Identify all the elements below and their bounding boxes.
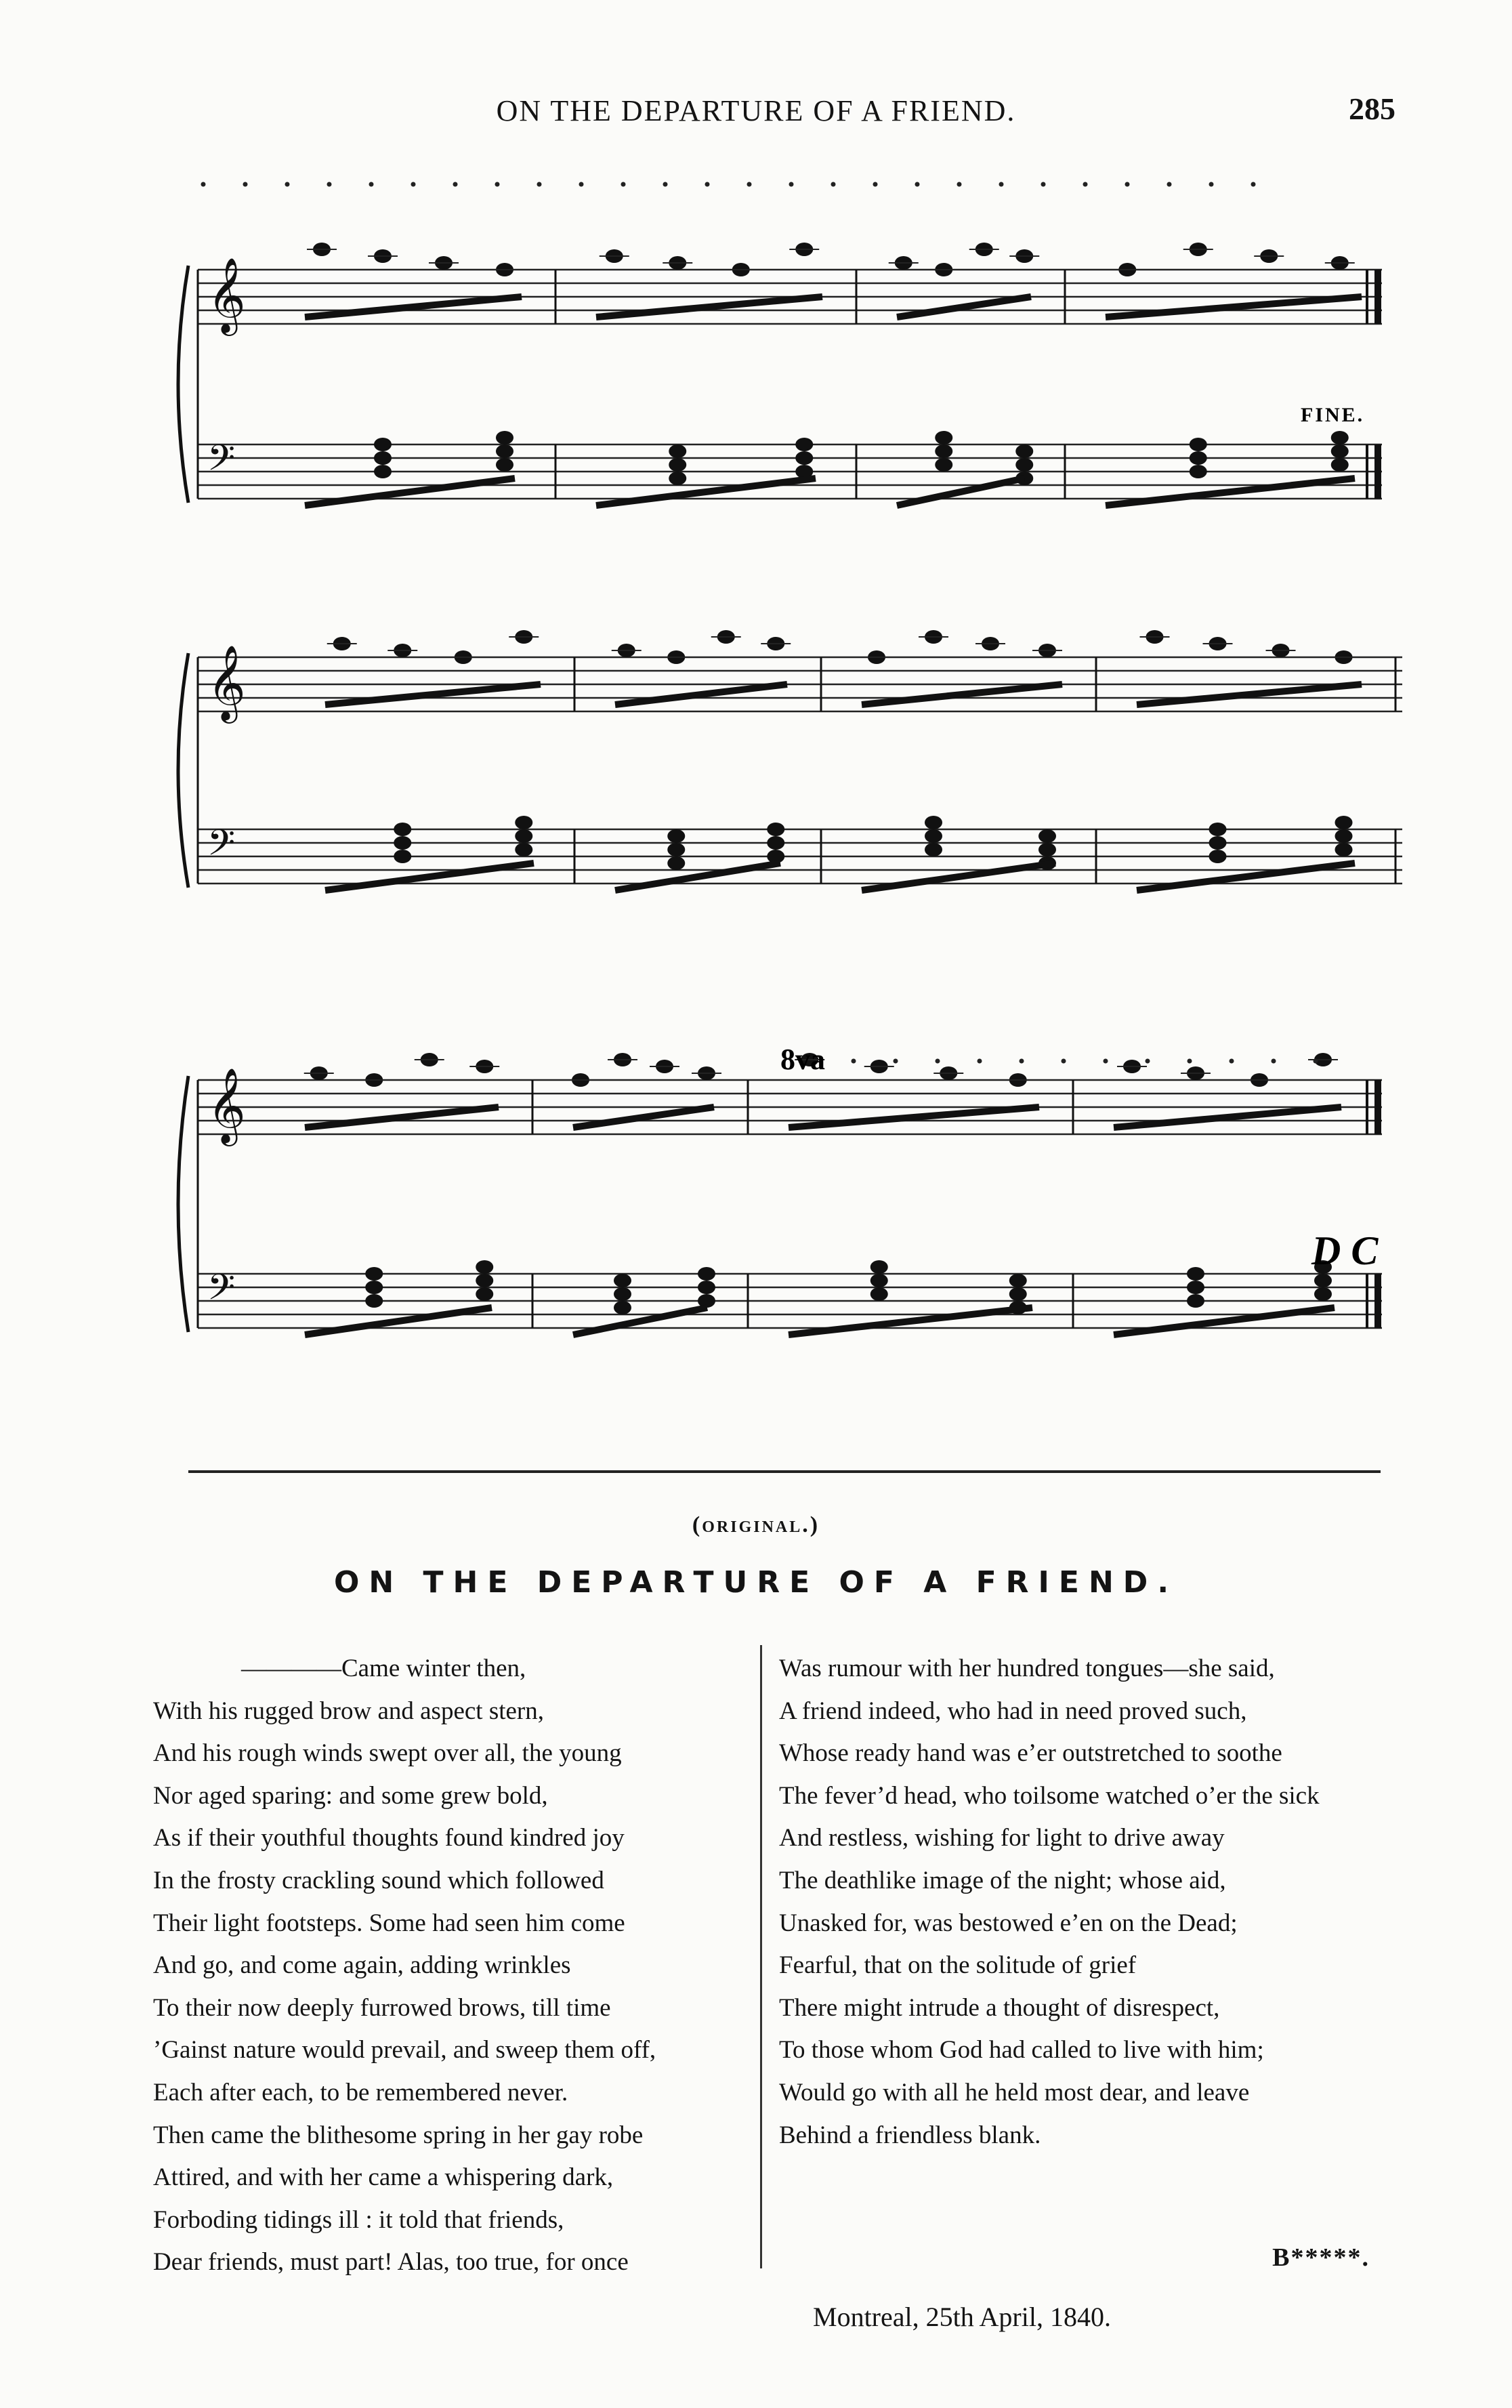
bass-clef-icon: 𝄢 [207, 823, 236, 873]
poem-line: Fearful, that on the solitude of grief [779, 1951, 1137, 1980]
bass-chord-notehead [667, 856, 685, 870]
bass-chord-notehead [1331, 444, 1349, 458]
bass-chord-notehead [476, 1260, 493, 1274]
dc-marking: D C [1311, 1228, 1379, 1273]
ottava-dot [1125, 182, 1130, 187]
bass-beam [305, 478, 515, 505]
bass-chord-notehead [935, 458, 952, 472]
clefs [207, 257, 246, 1317]
bass-chord-notehead [374, 465, 392, 478]
ottava-dot [936, 1059, 940, 1064]
bass-chord-notehead [374, 438, 392, 451]
bass-chord-notehead [1009, 1274, 1027, 1287]
bass-chord-notehead [1335, 816, 1353, 829]
staff-lines [198, 270, 1402, 1328]
poem-line: And his rough winds swept over all, the young [153, 1739, 622, 1768]
poem-line: To their now deeply furrowed brows, till time [153, 1993, 611, 2022]
ottava-dot [915, 182, 920, 187]
bass-chord-notehead [925, 816, 942, 829]
treble-beam [305, 297, 522, 317]
bass-chord-notehead [515, 843, 532, 856]
poem-line: Dear friends, must part! Alas, too true, for once [153, 2248, 629, 2277]
bass-chord-notehead [667, 843, 685, 856]
ottava-dot [1020, 1059, 1024, 1064]
bass-chord-notehead [394, 823, 411, 836]
bass-chord-notehead [365, 1281, 383, 1294]
ottava-dot [1041, 182, 1046, 187]
bass-chord-notehead [1187, 1294, 1204, 1308]
bass-chord-notehead [365, 1267, 383, 1281]
ottava-dot [495, 182, 500, 187]
ottava-dot [621, 182, 626, 187]
ottava-dot [1083, 182, 1088, 187]
poem-right-column [779, 1648, 1402, 2157]
poem-line: ’Gainst nature would prevail, and sweep them off, [153, 2036, 656, 2064]
bass-chord-notehead [374, 451, 392, 465]
poem-line: Would go with all he held most dear, and leave [779, 2078, 1250, 2106]
treble-beam [596, 297, 822, 317]
poem-line: In the frosty crackling sound which followed [153, 1866, 604, 1894]
brace-icon [178, 1076, 188, 1332]
ottava-dot [1062, 1059, 1066, 1064]
bass-chord-notehead [1015, 444, 1033, 458]
running-title: ON THE DEPARTURE OF A FRIEND. [496, 94, 1016, 127]
bass-chord-notehead [669, 472, 686, 485]
bass-chord-notehead [476, 1287, 493, 1301]
author-signature: B*****. [1272, 2243, 1370, 2272]
bass-chord-notehead [925, 829, 942, 843]
bass-chord-notehead [1335, 843, 1353, 856]
bass-chord-notehead [1209, 836, 1227, 850]
bass-beam [1106, 478, 1355, 505]
bass-chord-notehead [1009, 1287, 1027, 1301]
treble-clef-icon: 𝄞 [207, 1067, 246, 1143]
source-label: (original.) [692, 1512, 820, 1537]
ottava-dot [285, 182, 290, 187]
treble-beam [305, 1107, 499, 1127]
bass-chord-notehead [925, 843, 942, 856]
ottava-dot [747, 182, 752, 187]
treble-clef-icon: 𝄞 [207, 257, 246, 333]
ottava-dot [243, 182, 248, 187]
bass-chord-notehead [496, 444, 513, 458]
poem-line: And go, and come again, adding wrinkles [153, 1951, 571, 1980]
bass-beam [596, 478, 816, 505]
ottava-dot [453, 182, 458, 187]
ottava-dot [894, 1059, 898, 1064]
ottava-dot [978, 1059, 982, 1064]
bass-chord-notehead [1209, 823, 1227, 836]
bass-clef-icon: 𝄢 [207, 1267, 236, 1317]
bass-chord-notehead [496, 458, 513, 472]
bass-chord-notehead [669, 444, 686, 458]
bass-beam [1137, 863, 1355, 890]
ottava-dot [201, 182, 206, 187]
poem-line: With his rugged brow and aspect stern, [153, 1697, 545, 1725]
ottava-dot [789, 182, 794, 187]
poem-line: The deathlike image of the night; whose aid, [779, 1866, 1226, 1894]
bass-chord-notehead [1187, 1267, 1204, 1281]
noteheads [201, 182, 1359, 1315]
bass-chord-notehead [1335, 829, 1353, 843]
poem-line: The fever’d head, who toilsome watched o’er the sick [779, 1781, 1320, 1810]
poem-line: Nor aged sparing: and some grew bold, [153, 1781, 548, 1810]
poem-line: Each after each, to be remembered never. [153, 2078, 568, 2106]
bass-chord-notehead [667, 829, 685, 843]
poem-line: Behind a friendless blank. [779, 2121, 1041, 2149]
bass-chord-notehead [1314, 1287, 1332, 1301]
bass-chord-notehead [698, 1281, 715, 1294]
bass-chord-notehead [614, 1274, 631, 1287]
bass-chord-notehead [1038, 829, 1056, 843]
ottava-dot [369, 182, 374, 187]
poem-line: Unasked for, was bestowed e’en on the Dead; [779, 1909, 1238, 1937]
poem-line: To those whom God had called to live with him; [779, 2036, 1264, 2064]
brace-icon [178, 266, 188, 503]
bass-chord-notehead [935, 431, 952, 444]
ottava-dot [957, 182, 962, 187]
bass-chord-notehead [496, 431, 513, 444]
treble-beam [862, 684, 1062, 705]
poem-line: Attired, and with her came a whispering dark, [153, 2163, 614, 2192]
bass-chord-notehead [394, 850, 411, 863]
page-number: 285 [1349, 91, 1395, 126]
ottava-dot [873, 182, 878, 187]
bass-chord-notehead [614, 1287, 631, 1301]
treble-beam [789, 1107, 1039, 1127]
bass-chord-notehead [1190, 465, 1207, 478]
ottava-marking: 8va [780, 1043, 825, 1076]
bass-chord-notehead [870, 1287, 888, 1301]
barlines [178, 266, 1395, 1332]
bass-chord-notehead [870, 1260, 888, 1274]
bass-chord-notehead [870, 1274, 888, 1287]
ottava-dot [411, 182, 416, 187]
treble-beam [1106, 297, 1362, 317]
ottava-dot [1209, 182, 1214, 187]
treble-beam [1114, 1107, 1341, 1127]
ottava-dot [1272, 1059, 1276, 1064]
poem-line: Was rumour with her hundred tongues—she said, [779, 1655, 1275, 1682]
bass-beam [615, 863, 780, 890]
ottava-dot [1251, 182, 1256, 187]
section-divider [188, 1470, 1381, 1473]
bass-chord-notehead [767, 836, 784, 850]
bass-chord-notehead [1331, 458, 1349, 472]
bass-chord-notehead [365, 1294, 383, 1308]
treble-beam [615, 684, 787, 705]
ottava-dot [852, 1059, 856, 1064]
bass-chord-notehead [767, 823, 784, 836]
treble-beam [1137, 684, 1362, 705]
bass-chord-notehead [795, 438, 813, 451]
ottava-dot [537, 182, 542, 187]
poem-line: There might intrude a thought of disrespect, [779, 1993, 1220, 2022]
ottava-dot [327, 182, 332, 187]
fine-marking: FINE. [1301, 404, 1365, 426]
treble-beam [325, 684, 541, 705]
bass-chord-notehead [394, 836, 411, 850]
ottava-dot [1146, 1059, 1150, 1064]
column-divider [760, 1645, 762, 2268]
poem-line: Forboding tidings ill : it told that friends, [153, 2205, 564, 2234]
ottava-dot [705, 182, 710, 187]
bass-chord-notehead [515, 829, 532, 843]
treble-clef-icon: 𝄞 [207, 644, 246, 720]
bass-chord-notehead [1314, 1274, 1332, 1287]
poem-line: As if their youthful thoughts found kindred joy [153, 1824, 625, 1852]
bass-beam [862, 863, 1055, 890]
ottava-dot [1167, 182, 1172, 187]
treble-beam [897, 297, 1031, 317]
poem-left-column [153, 1648, 749, 2284]
ottava-dot [999, 182, 1004, 187]
bass-chord-notehead [1209, 850, 1227, 863]
ottava-dot [1104, 1059, 1108, 1064]
bass-chord-notehead [1038, 843, 1056, 856]
bass-beam [789, 1308, 1032, 1335]
bass-beam [1114, 1308, 1335, 1335]
poem-line: And restless, wishing for light to drive away [779, 1824, 1225, 1852]
poem-line: A friend indeed, who had in need proved such, [779, 1697, 1247, 1725]
ottava-dot [1230, 1059, 1234, 1064]
ottava-dot [1188, 1059, 1192, 1064]
poem-line: ————Came winter then, [241, 1655, 526, 1682]
poem-line: Then came the blithesome spring in her gay robe [153, 2121, 644, 2149]
poem-line: Whose ready hand was e’er outstretched to soothe [779, 1739, 1282, 1768]
bass-beam [573, 1308, 707, 1335]
ottava-dot [1314, 1059, 1318, 1064]
poem-line: Their light footsteps. Some had seen him come [153, 1909, 625, 1937]
bass-beam [897, 478, 1024, 505]
bass-clef-icon: 𝄢 [207, 438, 236, 488]
ottava-dot [663, 182, 668, 187]
brace-icon [178, 653, 188, 888]
bass-chord-notehead [476, 1274, 493, 1287]
bass-chord-notehead [614, 1301, 631, 1314]
poem-title: ON THE DEPARTURE OF A FRIEND. [333, 1565, 1179, 1600]
bass-chord-notehead [1331, 431, 1349, 444]
treble-beam [573, 1107, 714, 1127]
bass-chord-notehead [1015, 458, 1033, 472]
ottava-dot [831, 182, 836, 187]
bass-chord-notehead [669, 458, 686, 472]
bass-chord-notehead [515, 816, 532, 829]
ottava-dot [579, 182, 584, 187]
bass-beam [305, 1308, 492, 1335]
bass-chord-notehead [698, 1267, 715, 1281]
bass-beam [325, 863, 534, 890]
bass-chord-notehead [1187, 1281, 1204, 1294]
dateline: Montreal, 25th April, 1840. [813, 2302, 1111, 2332]
bass-chord-notehead [795, 451, 813, 465]
bass-chord-notehead [1190, 451, 1207, 465]
bass-chord-notehead [935, 444, 952, 458]
bass-chord-notehead [1190, 438, 1207, 451]
